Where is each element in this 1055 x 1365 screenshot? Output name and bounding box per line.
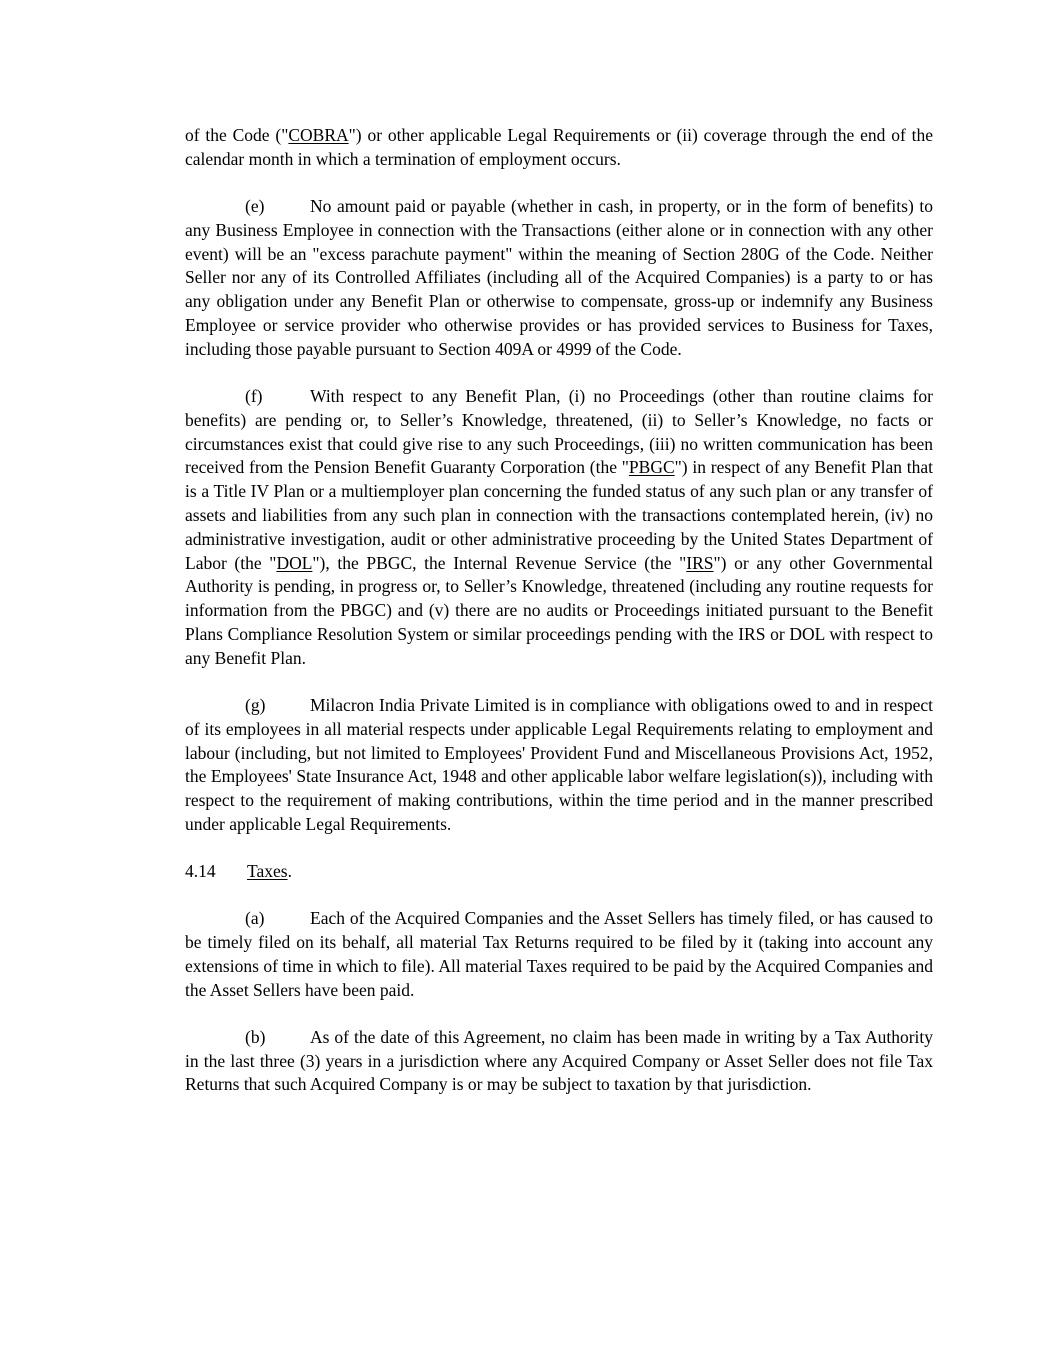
text-run: "), the PBGC, the Internal Revenue Service (the " — [312, 552, 687, 573]
paragraph — [185, 694, 933, 837]
paragraph-label: (e) — [245, 195, 265, 216]
paragraph — [185, 385, 933, 671]
section-number: 4.14 — [185, 861, 216, 882]
defined-term: DOL — [276, 552, 313, 573]
text-run: ") or other applicable Legal Requirements or (ii) coverage through the end of the calendar month in which a termination of employment occurs. — [185, 125, 934, 169]
text-run: Milacron India Private Limited is in compliance with obligations owed to and in respect of its employees in all material respects under applicable Legal Requirements relating to employment and labour (including, but not limited to Employees' Provident Fund and Miscellaneous Provisions Act, 1952, the Employees' State Insurance Act, 1948 and other applicable labor welfare legislation(s)), including with respect to the requirement of making contributions, within the time period and in the manner prescribed under applicable Legal Requirements. — [185, 694, 933, 834]
paragraph-label: (b) — [245, 1026, 266, 1047]
text-run: ") or any other Governmental Authority is pending, in progress or, to Seller’s Knowledge, threatened (including any routine requests for information from the PBGC) and (v) there are no audits or Proceedings initiated pursuant to the Benefit Plans Compliance Resolution System or similar proceedings pending with the IRS or DOL with respect to any Benefit Plan. — [185, 552, 933, 668]
text-run: With respect to any Benefit Plan, (i) no Proceedings (other than routine claims for benefits) are pending or, to Seller’s Knowledge, threatened, (ii) to Seller’s Knowledge, no facts or circumstances exist that could give rise to any such Proceedings, (iii) no written communication has been received from the Pension Benefit Guaranty Corporation (the " — [185, 385, 933, 478]
paragraph — [185, 1026, 933, 1097]
paragraph-label: (f) — [245, 385, 263, 406]
defined-term: IRS — [686, 552, 714, 573]
defined-term: PBGC — [628, 457, 675, 478]
paragraph-label: (a) — [245, 908, 265, 929]
text-run: ") in respect of any Benefit Plan that is a Title IV Plan or a multiemployer plan concerning the funded status of any such plan or any transfer of assets and liabilities from any such plan in connection with the transactions contemplated herein, (iv) no administrative investigation, audit or other administrative proceeding by the United States Department of Labor (the " — [185, 457, 933, 573]
text-run: As of the date of this Agreement, no claim has been made in writing by a Tax Authority in the last three (3) years in a jurisdiction where any Acquired Company or Asset Seller does not file Tax Returns that such Acquired Company is or may be subject to taxation by that jurisdiction. — [185, 1026, 933, 1095]
defined-term: COBRA — [288, 125, 349, 145]
defined-term: Taxes — [247, 861, 288, 882]
paragraph-label: (g) — [245, 694, 266, 715]
document-body — [185, 124, 933, 1121]
paragraph — [185, 124, 933, 172]
paragraph — [185, 195, 933, 362]
text-run: . — [287, 861, 292, 882]
text-run: of the Code (" — [185, 125, 289, 145]
section-heading — [185, 860, 933, 884]
text-run: No amount paid or payable (whether in cash, in property, or in the form of benefits) to any Business Employee in connection with the Transactions (either alone or in connection with any other event) will be an "excess parachute payment" within the meaning of Section 280G of the Code. Neither Seller nor any of its Controlled Affiliates (including all of the Acquired Companies) is a party to or has any obligation under any Benefit Plan or otherwise to compensate, gross-up or indemnify any Business Employee or service provider who otherwise provides or has provided services to Business for Taxes, including those payable pursuant to Section 409A or 4999 of the Code. — [185, 195, 933, 359]
text-run: Each of the Acquired Companies and the Asset Sellers has timely filed, or has caused to be timely filed on its behalf, all material Tax Returns required to be filed by it (taking into account any extensions of time in which to file). All material Taxes required to be paid by the Acquired Companies and the Asset Sellers have been paid. — [185, 908, 933, 1000]
paragraph — [185, 907, 933, 1002]
